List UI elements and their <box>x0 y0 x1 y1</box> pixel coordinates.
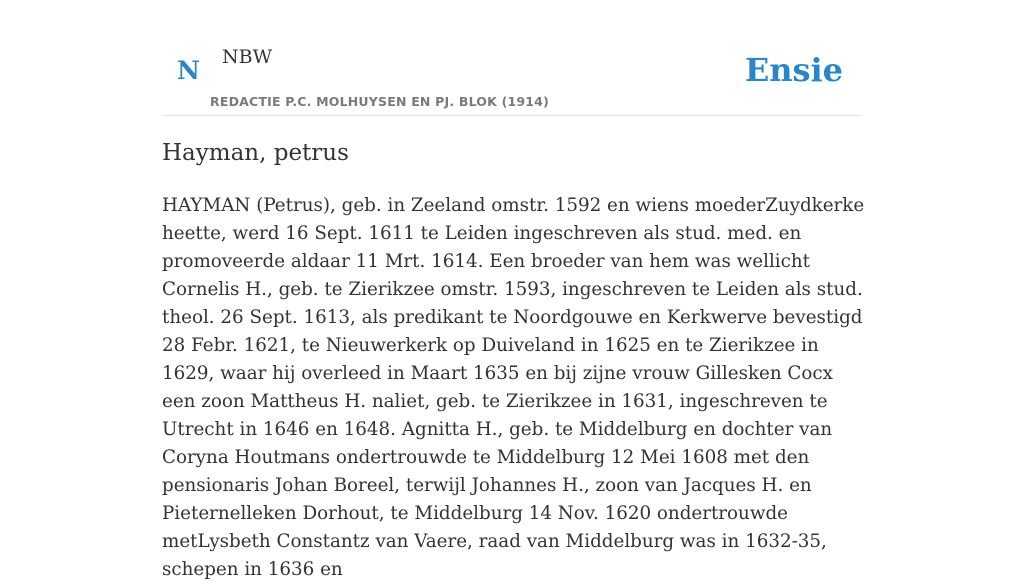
source-subtitle: REDACTIE P.C. MOLHUYSEN EN PJ. BLOK (1914) <box>210 94 549 109</box>
entry-title: Hayman, petrus <box>162 140 349 166</box>
entry-body: HAYMAN (Petrus), geb. in Zeeland omstr. 1592 en wiens moederZuydkerke heette, werd 16 Sept. 1611 te Leiden ingeschreven als stud. med. en promoveerde aldaar 11 Mrt. 1614. Een broeder van hem was wellicht Cornelis H., geb. te Zierikzee omstr. 1593, ingeschreven te Leiden als stud. theol. 26 Sept. 1613, als predikant te Noordgouwe en Kerkwerve bevestigd 28 Febr. 1621, te Nieuwerkerk op Duiveland in 1625 en te Zierikzee in 1629, waar hij overleed in Maart 1635 en bij zijne vrouw Gillesken Cocx een zoon Mattheus H. naliet, geb. te Zierikzee in 1631, ingeschreven te Utrecht in 1646 en 1648. Agnitta H., geb. te Middelburg en dochter van Coryna Houtmans ondertrouwde te Middelburg 12 Mei 1608 met den pensionaris Johan Boreel, terwijl Johannes H., zoon van Jacques H. en Pieternelleken Dorhout, te Middelburg 14 Nov. 1620 ondertrouwde metLysbeth Constantz van Vaere, raad van Middelburg was in 1632-35, schepen in 1636 en <box>162 195 865 580</box>
header-divider <box>162 115 862 116</box>
source-title[interactable]: NBW <box>222 46 273 68</box>
source-logo[interactable]: N <box>177 56 200 85</box>
brand-logo[interactable]: Ensie <box>744 51 843 89</box>
